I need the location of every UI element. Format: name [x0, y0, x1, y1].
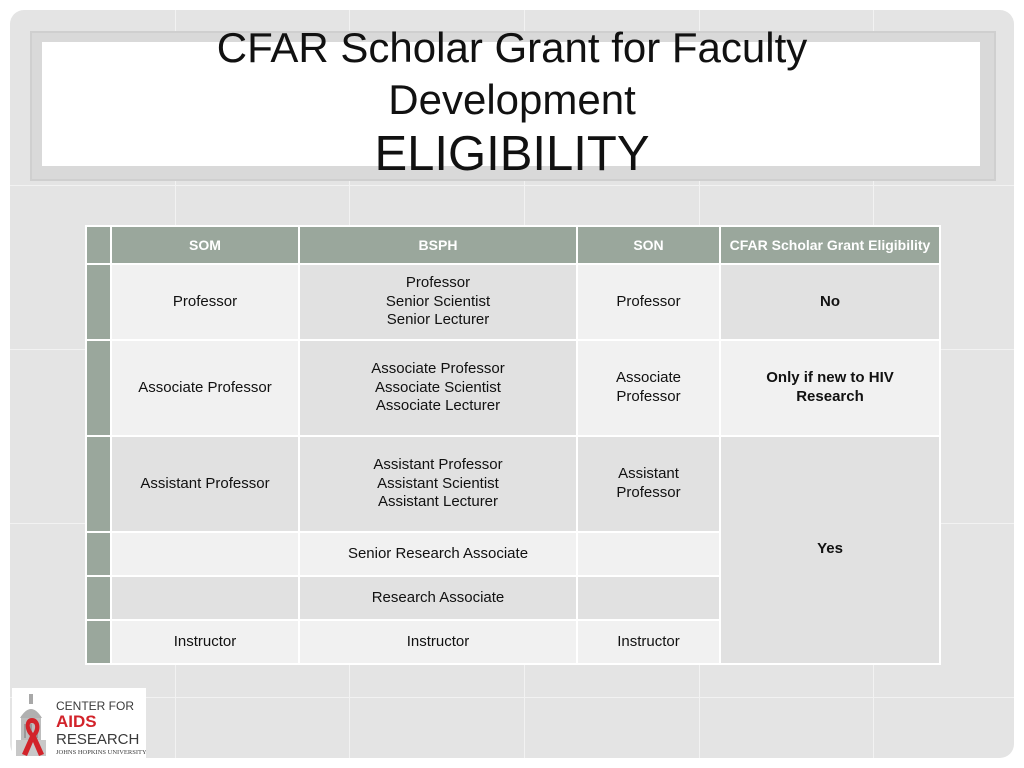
son-cell: Assistant Professor — [577, 436, 720, 532]
row-stub — [86, 532, 111, 576]
title-line-2: Development — [388, 76, 636, 123]
bsph-cell: Research Associate — [299, 576, 577, 620]
row-stub — [86, 620, 111, 664]
son-cell — [577, 576, 720, 620]
som-cell: Professor — [111, 264, 299, 340]
header-bsph: BSPH — [299, 226, 577, 264]
bsph-cell: Assistant Professor Assistant Scientist Assistant Lecturer — [299, 436, 577, 532]
title-line-1: CFAR Scholar Grant for Faculty — [216, 24, 808, 71]
son-cell — [577, 532, 720, 576]
son-cell: Instructor — [577, 620, 720, 664]
bsph-cell: Instructor — [299, 620, 577, 664]
logo-text-center-for: CENTER FOR — [56, 699, 134, 713]
logo-text-jhu: JOHNS HOPKINS UNIVERSITY — [56, 749, 146, 756]
title-eligibility: ELIGIBILITY — [374, 127, 650, 181]
som-cell — [111, 532, 299, 576]
eligibility-cell: Only if new to HIV Research — [720, 340, 940, 436]
som-cell: Instructor — [111, 620, 299, 664]
slide-title — [0, 22, 1024, 183]
bsph-cell: Associate Professor Associate Scientist Associate Lecturer — [299, 340, 577, 436]
logo-text-aids: AIDS — [56, 712, 97, 731]
bsph-cell: Professor Senior Scientist Senior Lecturer — [299, 264, 577, 340]
eligibility-table — [85, 225, 941, 665]
cfar-logo — [12, 688, 146, 758]
row-stub — [86, 226, 111, 264]
eligibility-cell: No — [720, 264, 940, 340]
bsph-cell: Senior Research Associate — [299, 532, 577, 576]
row-stub — [86, 340, 111, 436]
header-som: SOM — [111, 226, 299, 264]
eligibility-cell: Yes — [720, 436, 940, 664]
row-stub — [86, 436, 111, 532]
cfar-logo-graphic — [12, 688, 146, 758]
son-cell: Professor — [577, 264, 720, 340]
logo-text-research: RESEARCH — [56, 731, 140, 748]
table-row — [86, 436, 940, 532]
som-cell: Associate Professor — [111, 340, 299, 436]
table-row — [86, 340, 940, 436]
table-row — [86, 264, 940, 340]
header-eligibility: CFAR Scholar Grant Eligibility — [720, 226, 940, 264]
row-stub — [86, 264, 111, 340]
son-cell: Associate Professor — [577, 340, 720, 436]
som-cell — [111, 576, 299, 620]
som-cell: Assistant Professor — [111, 436, 299, 532]
header-son: SON — [577, 226, 720, 264]
header-row — [86, 226, 940, 264]
row-stub — [86, 576, 111, 620]
